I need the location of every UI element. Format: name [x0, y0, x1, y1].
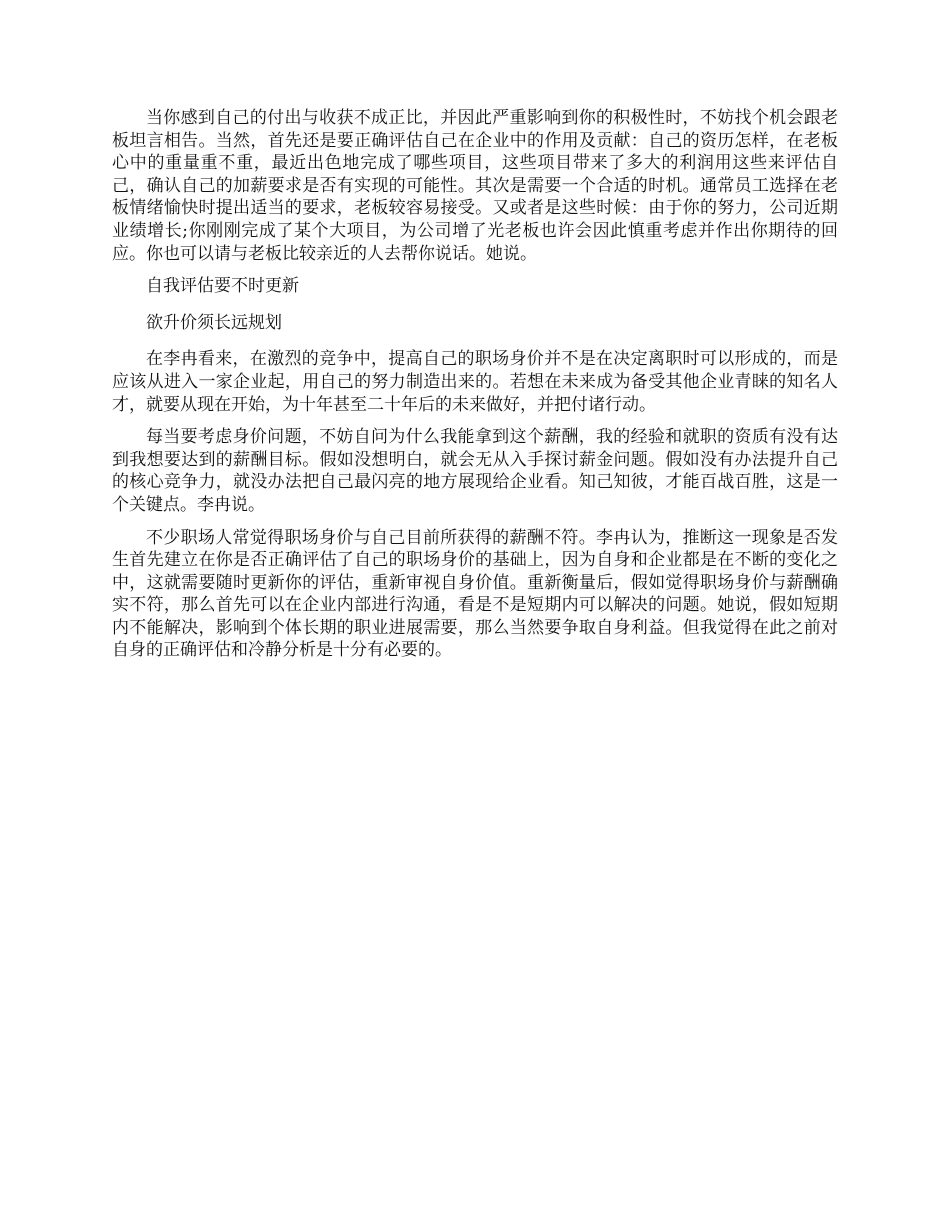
section-heading-long-term-planning: 欲升价须长远规划	[146, 312, 282, 333]
paragraph-career-value: 在李冉看来，在激烈的竞争中，提高自己的职场身价并不是在决定离职时可以形成的，而是应该从进入一家企业起，用自己的努力制造出来的。若想在未来成为备受其他企业青睐的知名人才，就要从现在开始，为十年甚至二十年后的未来做好，并把付诸行动。	[112, 349, 838, 415]
section-heading-self-assessment: 自我评估要不时更新	[146, 276, 299, 297]
paragraph-salary-mismatch: 不少职场人常觉得职场身价与自己目前所获得的薪酬不符。李冉认为，推断这一现象是否发生首先建立在你是否正确评估了自己的职场身价的基础上，因为自身和企业都是在不断的变化之中，这就需要随时更新你的评估，重新审视自身价值。重新衡量后，假如觉得职场身价与薪酬确实不符，那么首先可以在企业内部进行沟通，看是不是短期内可以解决的问题。她说，假如短期内不能解决，影响到个体长期的职业进展需要，那么当然要争取自身利益。但我觉得在此之前对自身的正确评估和冷静分析是十分有必要的。	[112, 527, 838, 661]
paragraph-salary-negotiation: 当你感到自己的付出与收获不成正比，并因此严重影响到你的积极性时，不妨找个机会跟老板坦言相告。当然，首先还是要正确评估自己在企业中的作用及贡献：自己的资历怎样，在老板心中的重量重不重，最近出色地完成了哪些项目，这些项目带来了多大的利润用这些来评估自己，确认自己的加薪要求是否有实现的可能性。其次是需要一个合适的时机。通常员工选择在老板情绪愉快时提出适当的要求，老板较容易接受。又或者是这些时候：由于你的努力，公司近期业绩增长;你刚刚完成了某个大项目，为公司增了光老板也许会因此慎重考虑并作出你期待的回应。你也可以请与老板比较亲近的人去帮你说话。她说。	[112, 108, 838, 264]
paragraph-self-questioning: 每当要考虑身价问题，不妨自问为什么我能拿到这个薪酬，我的经验和就职的资质有没有达到我想要达到的薪酬目标。假如没想明白，就会无从入手探讨薪金问题。假如没有办法提升自己的核心竞争力，就没办法把自己最闪亮的地方展现给企业看。知己知彼，才能百战百胜，这是一个关键点。李冉说。	[112, 427, 838, 515]
document-body	[112, 107, 838, 662]
